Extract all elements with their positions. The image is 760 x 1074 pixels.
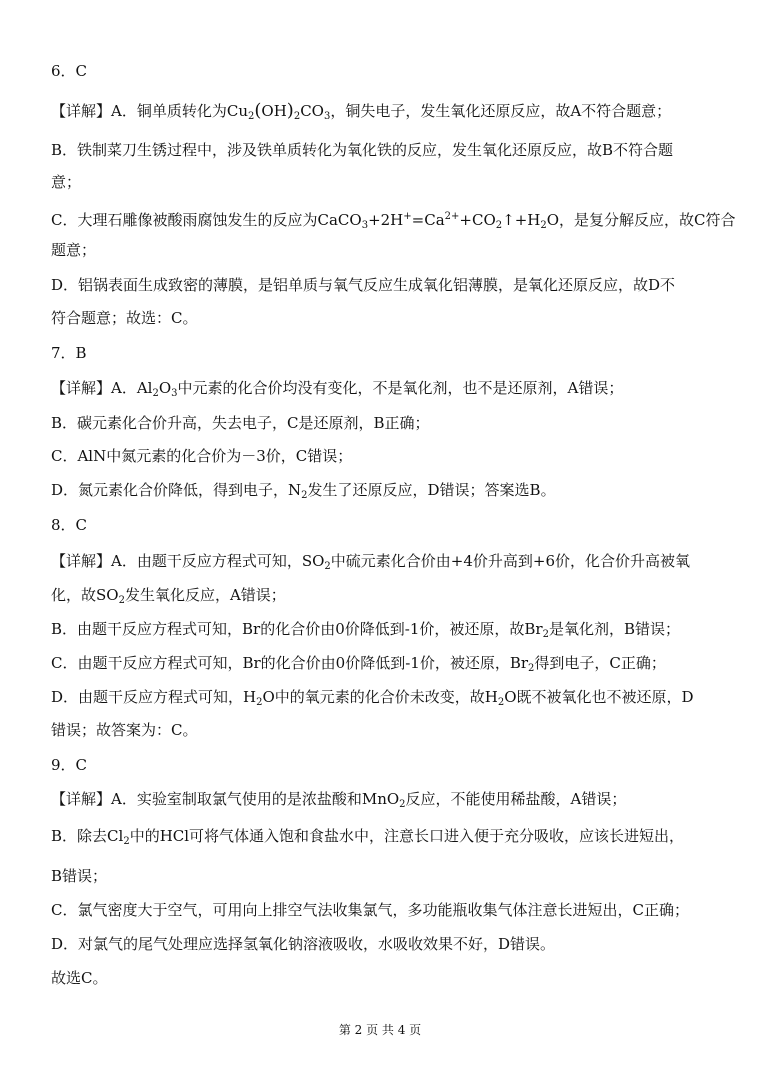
question-7-option-d: D．氮元素化合价降低，得到电子，$N_2$发生了还原反应，D错误；答案选B。 [51,481,556,501]
question-8-number: 8．C [51,516,88,534]
question-8-option-c: C．由题干反应方程式可知，Br的化合价由0价降低到-1价，被还原，$Br_2$得到电子，C正确； [51,654,666,674]
question-9-conclusion: 故选C。 [51,969,108,987]
question-7-option-a: 【详解】A．$Al_2O_3$中元素的化合价均没有变化，不是氧化剂，也不是还原剂，A错误； [51,379,624,399]
question-6-option-a: 【详解】A．铜单质转化为$Cu_2(OH)_2CO_3$，铜失电子，发生氧化还原反应，故A不符合题意； [51,100,672,122]
question-9-number: 9．C [51,756,88,774]
formula-cu: Cu [226,102,248,120]
question-8-option-a: 【详解】A．由题干反应方程式可知，$SO_2$中硫元素化合价由+4价升高到+6价，化合价升高被氧 [51,552,691,572]
question-6-option-b: B．铁制菜刀生锈过程中，涉及铁单质转化为氧化铁的反应，发生氧化还原反应，故B不符合题 [51,141,674,159]
question-7-option-b: B．碳元素化合价升高，失去电子，C是还原剂，B正确； [51,414,430,432]
page-footer: 第 2 页 共 4 页 [338,1023,422,1037]
question-6-option-c-cont: 题意； [51,241,97,259]
question-8-option-d-cont: 错误；故答案为：C。 [51,721,198,739]
question-7-number: 7．B [51,344,87,362]
question-8-option-d: D．由题干反应方程式可知，$H_2O$中的氧元素的化合价未改变，故$H_2O$既不被氧化也不被还原，D [51,688,694,708]
formula-cl: Cl [107,827,124,845]
question-8-option-b: B．由题干反应方程式可知，Br的化合价由0价降低到-1价，被还原，故$Br_2$是氧化剂，B错误； [51,620,680,640]
question-6-option-b-cont: 意； [51,173,82,191]
question-6-option-d: D．铝锅表面生成致密的薄膜，是铝单质与氧气反应生成氧化铝薄膜，是氧化还原反应，故D不 [51,276,676,294]
question-9-option-c: C．氯气密度大于空气，可用向上排空气法收集氯气，多功能瓶收集气体注意长进短出，C正确； [51,901,689,919]
question-7-option-c: C．AlN中氮元素的化合价为－3价，C错误； [51,447,353,465]
question-9-option-b: B．除去$Cl_2$中的HCl可将气体通入饱和食盐水中，注意长口进入便于充分吸收，应该长进短出， [51,827,685,847]
question-6-option-d-cont: 符合题意；故选：C。 [51,309,198,327]
question-6-number: 6．C [51,62,88,80]
question-6-option-c: C．大理石雕像被酸雨腐蚀发生的反应为$CaCO_3+2H^+=Ca^{2+}+CO_2↑+H_2O$，是复分解反应，故C符合 [51,211,736,231]
question-9-option-d: D．对氯气的尾气处理应选择氢氧化钠溶液吸收，水吸收效果不好，D错误。 [51,935,556,953]
question-8-option-a-cont: 化，故$SO_2$发生氧化反应，A错误； [51,586,286,606]
question-9-option-b-cont: B错误； [51,867,108,885]
question-9-option-a: 【详解】A．实验室制取氯气使用的是浓盐酸和MnO$_2$反应，不能使用稀盐酸，A错误； [51,790,627,810]
